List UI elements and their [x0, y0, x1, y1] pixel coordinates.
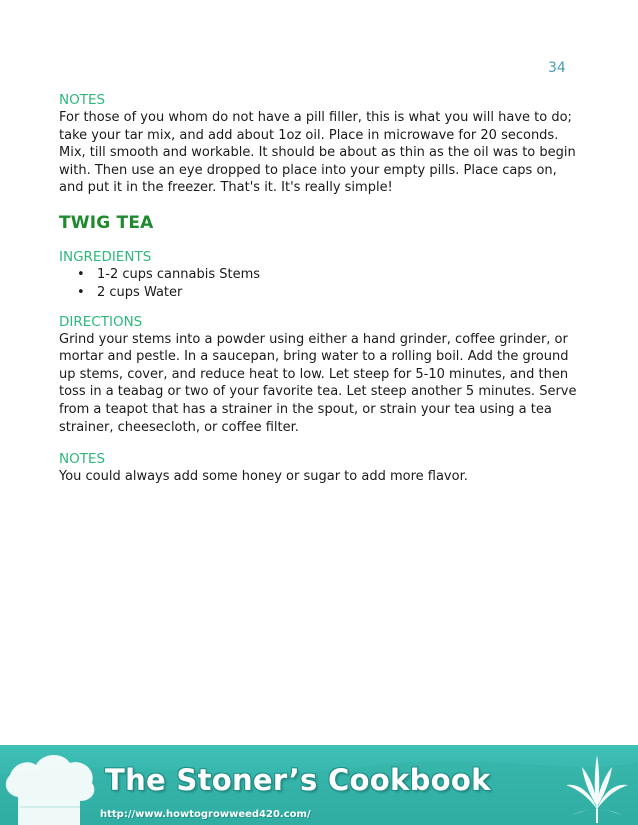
footer-title: The Stoner’s Cookbook [105, 763, 491, 797]
notes-paragraph: For those of you whom do not have a pill filler, this is what you will have to do; take your tar mix, and add about 1oz oil. Place in microwave for 20 seconds. Mix, till smooth and workable. It should be about as thin as the oil was to begin with. Then use an eye dropped to place into your empty pills. Place caps on, and put it in the freezer. That's it. It's really simple! [59, 110, 576, 196]
list-item [77, 284, 579, 302]
ingredients-list [59, 266, 579, 302]
footer-banner [0, 745, 638, 825]
bullet-icon: • [77, 266, 85, 282]
directions-paragraph: Grind your stems into a powder using either a hand grinder, coffee grinder, or mortar and pestle. In a saucepan, bring water to a rolling boil. Add the ground up stems, cover, and reduce heat to low. Let steep for 5-10 minutes, and then toss in a teabag or two of your favorite tea. Let steep another 5 minutes. Serve from a teapot that has a strainer in the spout, or strain your tea using a tea strainer, cheesecloth, or coffee filter. [59, 331, 577, 435]
recipe-notes-paragraph: You could always add some honey or sugar to add more flavor. [59, 469, 468, 485]
chef-hat-icon [0, 745, 100, 825]
page-number: 34 [548, 60, 566, 76]
recipe-title: TWIG TEA [59, 212, 154, 233]
notes-heading: NOTES [59, 92, 106, 108]
ingredient-text: 2 cups Water [97, 284, 183, 300]
list-item [77, 266, 579, 284]
directions-heading: DIRECTIONS [59, 313, 143, 330]
recipe-notes-heading: NOTES [59, 451, 106, 468]
ingredient-text: 1-2 cups cannabis Stems [97, 266, 261, 282]
ingredients-heading: INGREDIENTS [59, 248, 152, 265]
page-content [59, 92, 579, 486]
bullet-icon: • [77, 284, 85, 300]
cannabis-leaf-icon [560, 751, 634, 825]
footer-url: http://www.howtogrowweed420.com/ [100, 809, 311, 820]
